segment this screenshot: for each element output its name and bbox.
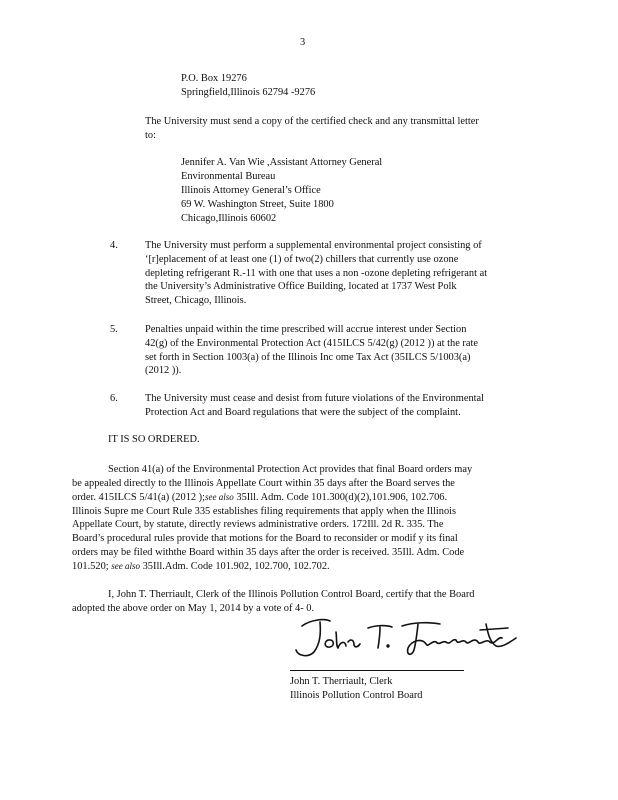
address-line: Environmental Bureau	[181, 171, 276, 182]
text-line: adopted the above order on May 1, 2014 by a vote of 4- 0.	[72, 603, 315, 614]
item-number: 4.	[110, 240, 118, 251]
address-line: Chicago,Illinois 60602	[181, 213, 277, 224]
address-line: P.O. Box 19276	[181, 73, 247, 84]
text-line: Board’s procedural rules provide that motions for the Board to reconsider or modif y its final	[72, 533, 458, 545]
text-line: 42(g) of the Environmental Protection Act (415ILCS 5/42(g) (2012 )) at the rate	[145, 337, 478, 349]
address-line: Springfield,Illinois 62794 -9276	[181, 87, 316, 98]
text-line: Section 41(a) of the Environmental Protection Act provides that final Board orders may	[108, 464, 473, 475]
signer-name: John T. Therriault, Clerk	[290, 676, 393, 687]
signature-line	[290, 670, 464, 671]
text-line: 101.520; see also 35Ill.Adm. Code 101.902, 102.700, 102.702.	[72, 560, 330, 572]
text-line: Appellate Court, by statute, directly reviews administrative orders. 172Ill. 2d R. 335. The	[72, 519, 444, 531]
item-number: 6.	[110, 393, 118, 404]
text-line: depleting refrigerant R.-11 with one that uses a non -ozone depleting refrigerant at	[145, 267, 488, 279]
signer-title: Illinois Pollution Control Board	[290, 690, 423, 701]
item-text	[145, 392, 523, 420]
item-text	[145, 239, 535, 308]
text-line: The University must perform a supplemental environmental project consisting of	[145, 240, 482, 251]
text-line: I, John T. Therriault, Clerk of the Illinois Pollution Control Board, certify that the Board	[108, 589, 475, 600]
text-line: to:	[145, 129, 156, 141]
text-line: order. 415ILCS 5/41(a) (2012 );see also 35Ill. Adm. Code 101.300(d)(2),101.906, 102.706.	[72, 491, 448, 503]
copy-instruction	[145, 115, 529, 143]
text-line: Penalties unpaid within the time prescribed will accrue interest under Section	[145, 324, 467, 335]
handwritten-signature	[290, 612, 530, 664]
text-line: Street, Chicago, Illinois.	[145, 295, 247, 307]
text-line: The University must cease and desist from future violations of the Environmental	[145, 393, 485, 404]
page-number: 3	[300, 37, 306, 48]
address-line: Illinois Attorney General’s Office	[181, 185, 321, 196]
text-line: ‘[r]eplacement of at least one (1) of two(2) chillers that currently use ozone	[145, 253, 459, 265]
item-number: 5.	[110, 324, 118, 335]
paragraph-body	[72, 477, 528, 574]
text-line: the University’s Administrative Office Building, located at 1737 West Polk	[145, 281, 457, 293]
text-line: The University must send a copy of the certified check and any transmittal letter	[145, 116, 479, 127]
item-text	[145, 323, 513, 378]
so-ordered: IT IS SO ORDERED.	[108, 434, 200, 445]
text-line: be appealed directly to the Illinois Appellate Court within 35 days after the Board serves the	[72, 478, 455, 489]
address-line: 69 W. Washington Street, Suite 1800	[181, 199, 334, 210]
text-line: set forth in Section 1003(a) of the Illinois Inc ome Tax Act (35ILCS 5/1003(a)	[145, 351, 471, 363]
text-line: orders may be filed withthe Board within 35 days after the order is received. 35Ill. Adm. Code	[72, 546, 465, 558]
text-line: Protection Act and Board regulations that were the subject of the complaint.	[145, 406, 461, 418]
address-line: Jennifer A. Van Wie ,Assistant Attorney General	[181, 157, 383, 168]
text-line: (2012 )).	[145, 365, 182, 377]
text-line: Illinois Supre me Court Rule 335 establishes filing requirements that apply when the Illinois	[72, 505, 457, 517]
